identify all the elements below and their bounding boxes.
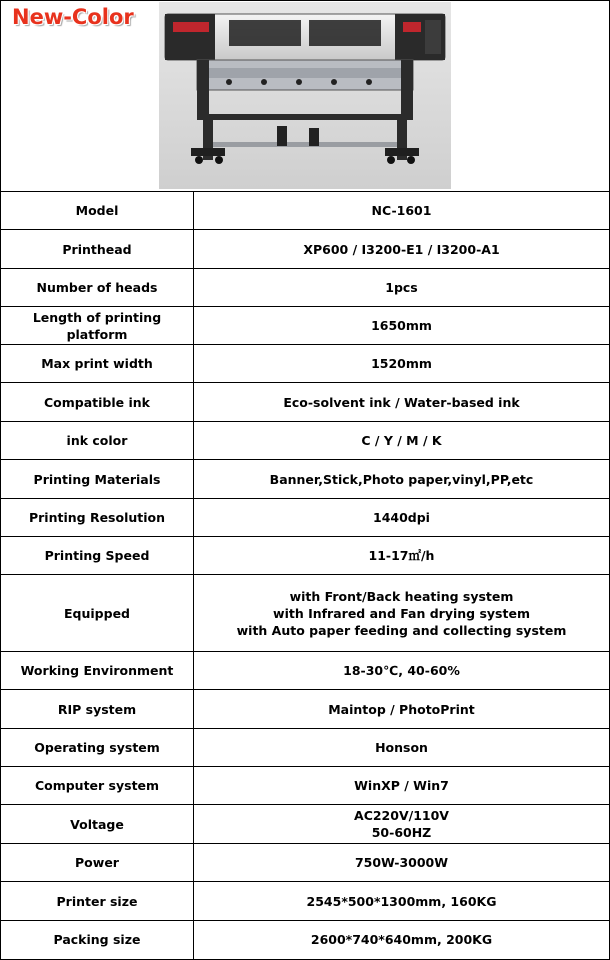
spec-label: Computer system <box>1 767 194 805</box>
spec-value-line: XP600 / I3200-E1 / I3200-A1 <box>303 241 500 257</box>
spec-value-line: WinXP / Win7 <box>354 778 449 793</box>
spec-row <box>1 383 609 422</box>
spec-label: Equipped <box>1 575 194 652</box>
spec-value <box>194 882 610 921</box>
spec-value-line: Honson <box>375 740 428 755</box>
spec-label: Working Environment <box>1 652 194 690</box>
spec-label: Model <box>1 192 194 230</box>
header <box>1 1 609 191</box>
spec-row <box>1 307 609 345</box>
spec-row <box>1 422 609 460</box>
spec-value <box>194 422 610 460</box>
spec-label: Packing size <box>1 921 194 959</box>
spec-value <box>194 537 610 575</box>
spec-value-line: 750W-3000W <box>354 855 449 870</box>
spec-value <box>194 345 610 383</box>
spec-value-line: 1440dpi <box>373 510 430 525</box>
spec-value-line: 50-60HZ <box>371 825 432 840</box>
spec-value-line: with Auto paper feeding and collecting system <box>236 622 567 638</box>
spec-value <box>194 844 610 882</box>
spec-row <box>1 499 609 537</box>
spec-label: RIP system <box>1 690 194 729</box>
spec-value <box>194 230 610 269</box>
spec-row <box>1 460 609 499</box>
spec-row <box>1 230 609 269</box>
spec-value <box>194 269 610 307</box>
spec-row <box>1 269 609 307</box>
spec-row <box>1 575 609 652</box>
spec-value <box>194 383 610 422</box>
spec-label: Printing Resolution <box>1 499 194 537</box>
spec-value-line: 18-30℃, 40-60% <box>343 663 460 678</box>
spec-label: Operating system <box>1 729 194 767</box>
spec-label: Printhead <box>1 230 194 269</box>
spec-row <box>1 921 609 959</box>
spec-value <box>194 921 610 959</box>
spec-value <box>194 499 610 537</box>
spec-value-line: with Front/Back heating system <box>289 588 514 604</box>
spec-row <box>1 192 609 230</box>
spec-value-line: 2545*500*1300mm, 160KG <box>306 893 497 909</box>
spec-value-line: Banner,Stick,Photo paper,vinyl,PP,etc <box>269 471 534 487</box>
spec-label: Number of heads <box>1 269 194 307</box>
spec-value-line: AC220V/110V <box>354 808 449 823</box>
spec-value-line: NC-1601 <box>371 203 432 218</box>
spec-row <box>1 690 609 729</box>
spec-label: Printer size <box>1 882 194 921</box>
spec-value <box>194 690 610 729</box>
spec-value <box>194 767 610 805</box>
spec-row <box>1 729 609 767</box>
spec-value-line: 1pcs <box>385 280 418 295</box>
brand-logo: New-Color <box>12 5 134 29</box>
spec-row <box>1 767 609 805</box>
spec-value <box>194 805 610 844</box>
spec-value <box>194 307 610 345</box>
spec-label: ink color <box>1 422 194 460</box>
spec-row <box>1 652 609 690</box>
spec-value <box>194 652 610 690</box>
spec-row <box>1 345 609 383</box>
spec-label: Length of printing platform <box>1 307 194 345</box>
spec-label: Printing Materials <box>1 460 194 499</box>
spec-row <box>1 882 609 921</box>
printer-photo <box>159 2 451 189</box>
spec-label: Power <box>1 844 194 882</box>
spec-row <box>1 805 609 844</box>
spec-value <box>194 192 610 230</box>
spec-row <box>1 537 609 575</box>
spec-value-line: C / Y / M / K <box>361 433 442 448</box>
spec-label: Voltage <box>1 805 194 844</box>
spec-label: Printing Speed <box>1 537 194 575</box>
spec-label: Compatible ink <box>1 383 194 422</box>
spec-value-line: 11-17㎡/h <box>368 548 435 563</box>
spec-row <box>1 844 609 882</box>
spec-value-line: 1520mm <box>371 356 432 371</box>
spec-table <box>1 191 609 959</box>
spec-value <box>194 729 610 767</box>
spec-value <box>194 460 610 499</box>
spec-value-line: Eco-solvent ink / Water-based ink <box>283 394 520 410</box>
spec-label: Max print width <box>1 345 194 383</box>
spec-value <box>194 575 610 652</box>
spec-value-line: 1650mm <box>371 318 432 333</box>
spec-value-line: with Infrared and Fan drying system <box>273 605 530 621</box>
spec-value-line: 2600*740*640mm, 200KG <box>310 932 493 948</box>
spec-value-line: Maintop / PhotoPrint <box>328 701 475 717</box>
